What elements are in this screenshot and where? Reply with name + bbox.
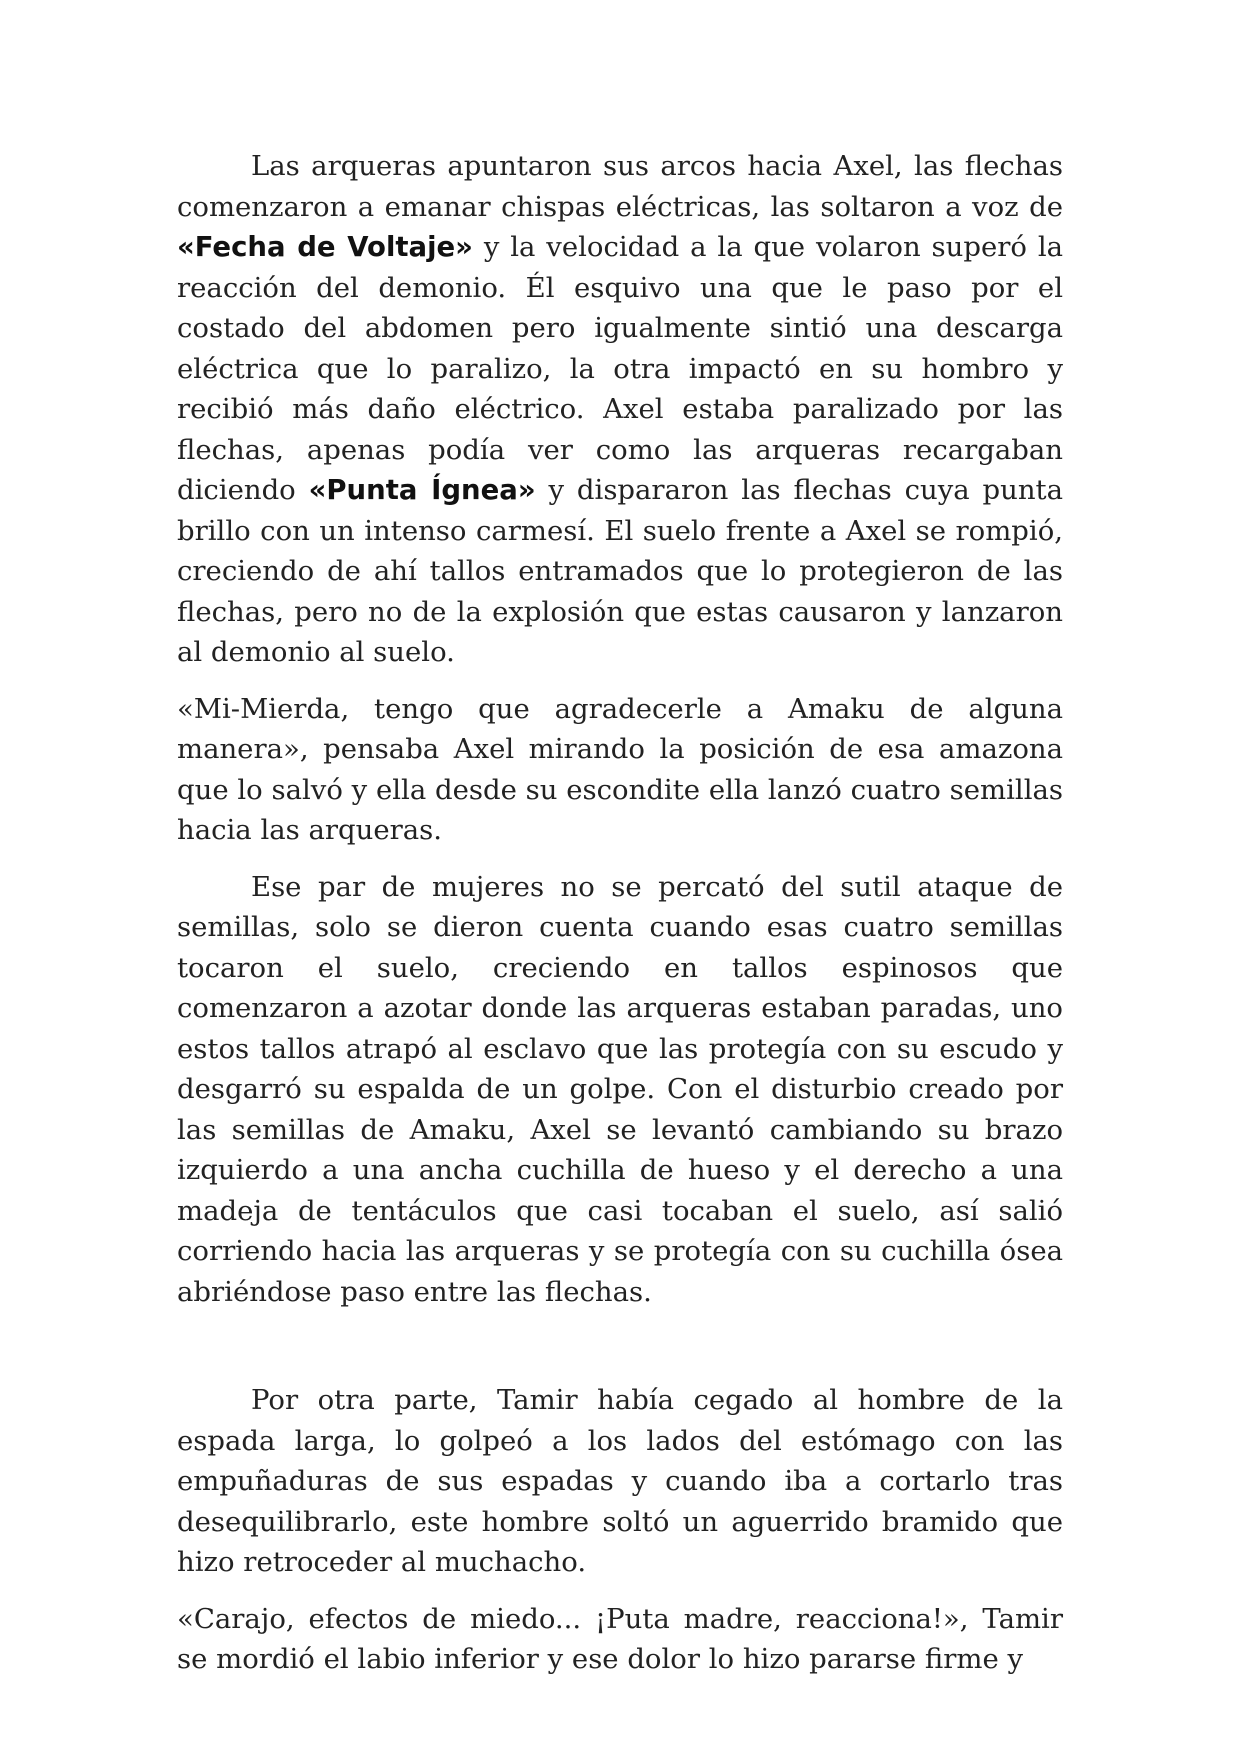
paragraph-2: «Mi-Mierda, tengo que agradecerle a Amaku de alguna manera», pensaba Axel mirando la posición de esa amazona que lo salvó y ella desde su escondite ella lanzó cuatro semillas hacia las arqueras. <box>177 692 1063 846</box>
document-page <box>177 146 1063 1696</box>
paragraph-5: «Carajo, efectos de miedo... ¡Puta madre, reacciona!», Tamir se mordió el labio inferior y ese dolor lo hizo pararse firme y <box>177 1602 1063 1675</box>
paragraph-1-text-c: y dispararon las flechas cuya punta brillo con un intenso carmesí. El suelo frente a Axel se rompió, creciendo de ahí tallos entramados que lo protegieron de las flechas, pero no de la explosión que estas causaron y lanzaron al demonio al suelo. <box>177 474 1063 668</box>
paragraph-1 <box>177 146 1063 673</box>
paragraph-3: Ese par de mujeres no se percató del sutil ataque de semillas, solo se dieron cuenta cuando esas cuatro semillas tocaron el suelo, creciendo en tallos espinosos que comenzaron a azotar donde las arqueras estaban paradas, uno estos tallos atrapó al esclavo que las protegía con su escudo y desgarró su espalda de un golpe. Con el disturbio creado por las semillas de Amaku, Axel se levantó cambiando su brazo izquierdo a una ancha cuchilla de hueso y el derecho a una madeja de tentáculos que casi tocaban el suelo, así salió corriendo hacia las arqueras y se protegía con su cuchilla ósea abriéndose paso entre las flechas. <box>177 870 1063 1308</box>
paragraph-1-text-a: Las arqueras apuntaron sus arcos hacia Axel, las flechas comenzaron a emanar chispas eléctricas, las soltaron a voz de <box>177 150 1063 223</box>
paragraph-4: Por otra parte, Tamir había cegado al hombre de la espada larga, lo golpeó a los lados del estómago con las empuñaduras de sus espadas y cuando iba a cortarlo tras desequilibrarlo, este hombre soltó un aguerrido bramido que hizo retroceder al muchacho. <box>177 1384 1063 1578</box>
paragraph-1-text-b: y la velocidad a la que volaron superó la reacción del demonio. Él esquivo una que le paso por el costado del abdomen pero igualmente sintió una descarga eléctrica que lo paralizo, la otra impactó en su hombro y recibió más daño eléctrico. Axel estaba paralizado por las flechas, apenas podía ver como las arqueras recargaban diciendo <box>177 231 1064 506</box>
spell-name-fecha-de-voltaje: «Fecha de Voltaje» <box>177 231 473 263</box>
spell-name-punta-ignea: «Punta Ígnea» <box>308 474 536 506</box>
